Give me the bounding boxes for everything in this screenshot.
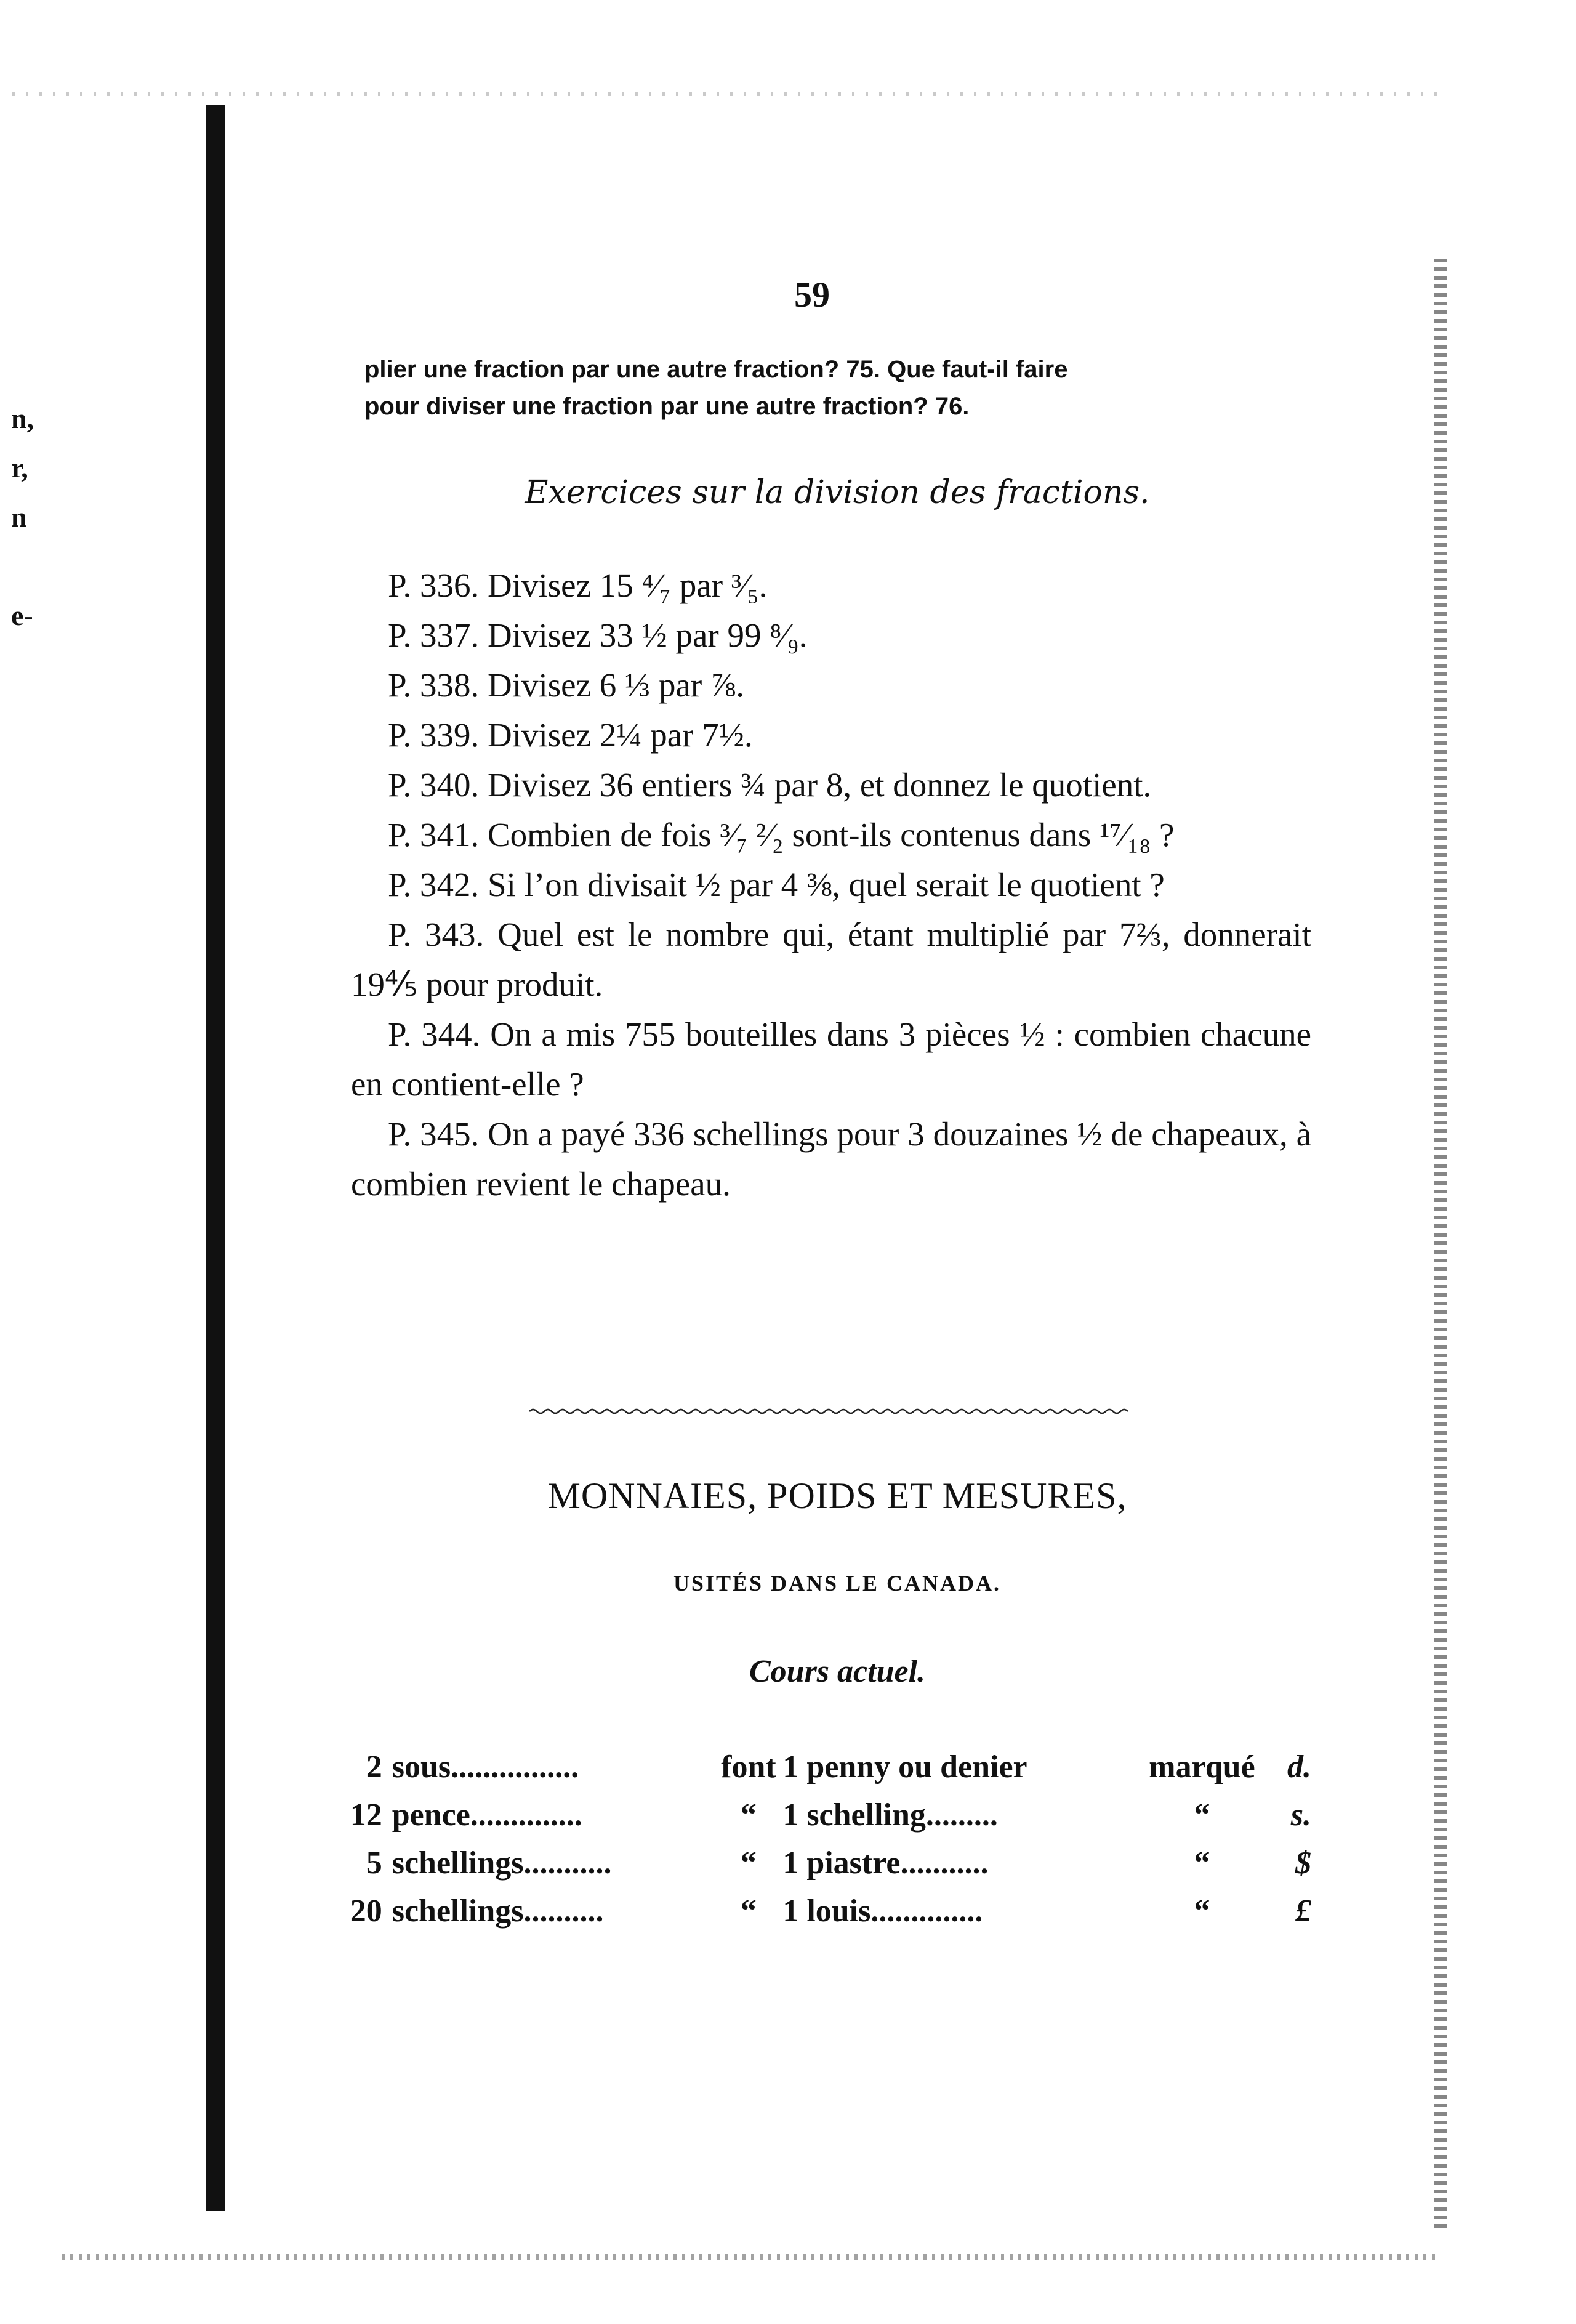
intro-line: plier une fraction par une autre fraction? 75. Que faut-il faire	[364, 356, 1068, 383]
problem-item	[351, 660, 1311, 710]
problem-label: P. 343.	[388, 916, 484, 953]
money-mark: “	[1194, 1797, 1210, 1833]
money-qty: 12	[350, 1797, 382, 1833]
money-verb: “	[740, 1845, 757, 1881]
problem-text: Combien de fois ³⁄₇ ²⁄₂ sont-ils contenus dans ¹⁷⁄₁₈ ?	[488, 816, 1175, 853]
problem-item	[351, 910, 1311, 1009]
problem-item	[351, 860, 1311, 910]
problem-label: P. 339.	[388, 716, 480, 754]
problem-item	[351, 560, 1311, 610]
intro-line: pour diviser une fraction par une autre fraction? 76.	[364, 393, 970, 420]
money-unit: sous................	[392, 1749, 579, 1785]
margin-fragment: n,	[11, 403, 34, 434]
section-title: Exercices sur la division des fractions.	[525, 474, 1150, 511]
money-qty: 2	[366, 1749, 382, 1785]
problem-text: Divisez 6 ⅓ par ⅞.	[488, 666, 744, 704]
money-equivalent: 1 penny ou denier	[782, 1749, 1027, 1785]
money-mark: “	[1194, 1893, 1210, 1929]
problem-text: Quel est le nombre qui, étant multiplié par 7⅔, donnerait 19⅘ pour produit.	[351, 916, 1311, 1003]
scan-top-edge	[12, 92, 1441, 96]
money-verb: font	[721, 1749, 776, 1785]
problem-item	[351, 1109, 1311, 1209]
problem-label: P. 337.	[388, 616, 480, 654]
problem-item	[351, 810, 1311, 860]
problem-text: Divisez 36 entiers ¾ par 8, et donnez le quotient.	[488, 766, 1152, 804]
section-subheading: USITÉS DANS LE CANADA.	[673, 1571, 1002, 1596]
money-unit: schellings...........	[392, 1845, 612, 1881]
problem-label: P. 336.	[388, 567, 480, 604]
cours-label: Cours actuel.	[749, 1654, 926, 1689]
problem-label: P. 344.	[388, 1015, 481, 1053]
money-equivalent: 1 louis..............	[782, 1893, 983, 1929]
wavy-rule-divider	[529, 1407, 1130, 1416]
money-equivalent: 1 schelling.........	[782, 1797, 998, 1833]
problem-text: On a payé 336 schellings pour 3 douzaines ½ de chapeaux, à combien revient le chapeau.	[351, 1115, 1311, 1203]
page-number: 59	[794, 275, 830, 315]
problem-text: Divisez 15 ⁴⁄₇ par ³⁄₅.	[488, 567, 768, 604]
problem-label: P. 340.	[388, 766, 480, 804]
problem-label: P. 345.	[388, 1115, 480, 1153]
problem-item	[351, 610, 1311, 660]
money-symbol: s.	[1290, 1797, 1311, 1833]
problem-text: On a mis 755 bouteilles dans 3 pièces ½ : combien chacune en contient-elle ?	[351, 1015, 1311, 1103]
problem-text: Si l’on divisait ½ par 4 ⅜, quel serait le quotient ?	[488, 866, 1165, 903]
money-unit: schellings..........	[392, 1893, 604, 1929]
margin-fragment: e-	[11, 600, 33, 631]
money-qty: 5	[366, 1845, 382, 1881]
problem-label: P. 338.	[388, 666, 480, 704]
money-qty: 20	[350, 1893, 382, 1929]
money-symbol: £	[1295, 1893, 1311, 1929]
page-edge-bottom	[62, 2254, 1441, 2260]
money-verb: “	[740, 1797, 757, 1833]
previous-page-margin	[11, 394, 34, 640]
binding-shadow	[206, 105, 225, 2211]
margin-fragment: r,	[11, 452, 28, 483]
problem-text: Divisez 2¼ par 7½.	[488, 716, 753, 754]
section-heading: MONNAIES, POIDS ET MESURES,	[547, 1475, 1127, 1516]
money-verb: “	[740, 1893, 757, 1929]
money-unit: pence..............	[392, 1797, 582, 1833]
table-row	[332, 1839, 1311, 1887]
table-row	[332, 1743, 1311, 1791]
problem-item	[351, 760, 1311, 810]
problem-list	[351, 560, 1311, 1209]
problem-item	[351, 710, 1311, 760]
problem-label: P. 342.	[388, 866, 480, 903]
problem-item	[351, 1009, 1311, 1109]
page-edge-right	[1434, 259, 1447, 2229]
table-row	[332, 1791, 1311, 1839]
money-symbol: $	[1295, 1845, 1311, 1881]
margin-fragment: n	[11, 501, 27, 533]
money-symbol: d.	[1287, 1749, 1311, 1785]
problem-text: Divisez 33 ½ par 99 ⁸⁄₉.	[488, 616, 808, 654]
table-row	[332, 1887, 1311, 1935]
money-mark: marqué	[1149, 1749, 1255, 1785]
money-mark: “	[1194, 1845, 1210, 1881]
problem-label: P. 341.	[388, 816, 480, 853]
money-equivalent: 1 piastre...........	[782, 1845, 989, 1881]
intro-text	[364, 351, 1313, 425]
money-table	[332, 1743, 1311, 1935]
